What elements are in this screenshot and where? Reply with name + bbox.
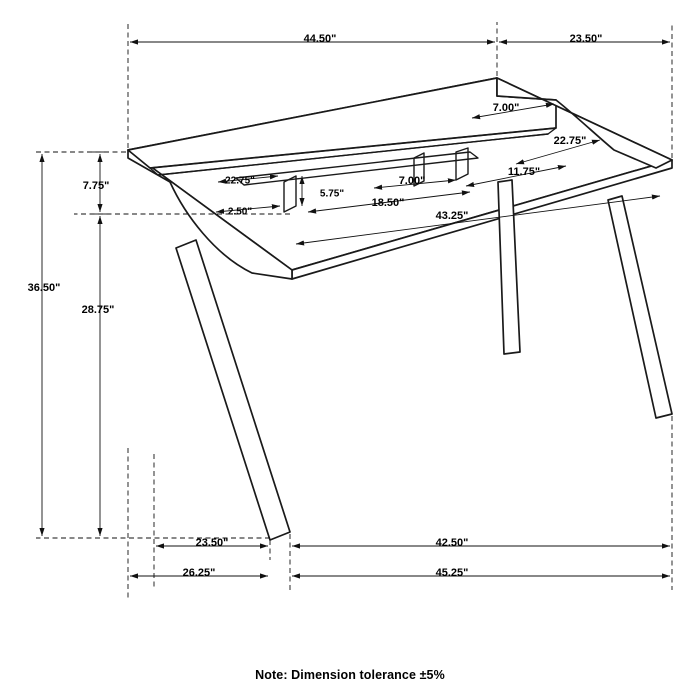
dim-label: 18.50" <box>371 196 405 209</box>
dim-label: 23.50" <box>195 536 229 549</box>
dim-label: 2.50" <box>227 206 253 218</box>
dim-leg-front-span <box>156 537 268 549</box>
leg-front-right <box>608 196 672 418</box>
dim-desk-surface-height <box>82 216 115 536</box>
dim-base-depth-right <box>292 537 670 549</box>
dim-top-left-width <box>130 33 495 45</box>
dim-base-right-span <box>292 567 670 579</box>
dim-label: 5.75" <box>319 188 345 200</box>
dim-label: 36.50" <box>27 281 61 294</box>
dim-label: 28.75" <box>81 303 115 316</box>
dim-label: 22.75" <box>225 175 255 187</box>
dim-label: 42.50" <box>435 536 469 549</box>
dim-top-right-width <box>499 33 670 45</box>
dim-base-left-span <box>130 567 268 579</box>
tolerance-note: Note: Dimension tolerance ±5% <box>255 668 445 682</box>
leg-front-left <box>176 240 290 540</box>
dim-label: 7.75" <box>82 179 110 192</box>
dim-overall-height <box>28 154 61 536</box>
dim-label: 7.00" <box>398 174 426 187</box>
dim-label: 43.25" <box>435 209 469 222</box>
dim-label: 23.50" <box>569 32 603 45</box>
desk-illustration <box>128 78 672 540</box>
dim-label: 11.75" <box>507 165 541 178</box>
dim-hutch-height <box>83 152 110 214</box>
dim-label: 44.50" <box>303 32 337 45</box>
dim-label: 22.75" <box>553 134 587 147</box>
dim-label: 26.25" <box>182 566 216 579</box>
dim-label: 7.00" <box>492 101 520 114</box>
dim-label: 45.25" <box>435 566 469 579</box>
